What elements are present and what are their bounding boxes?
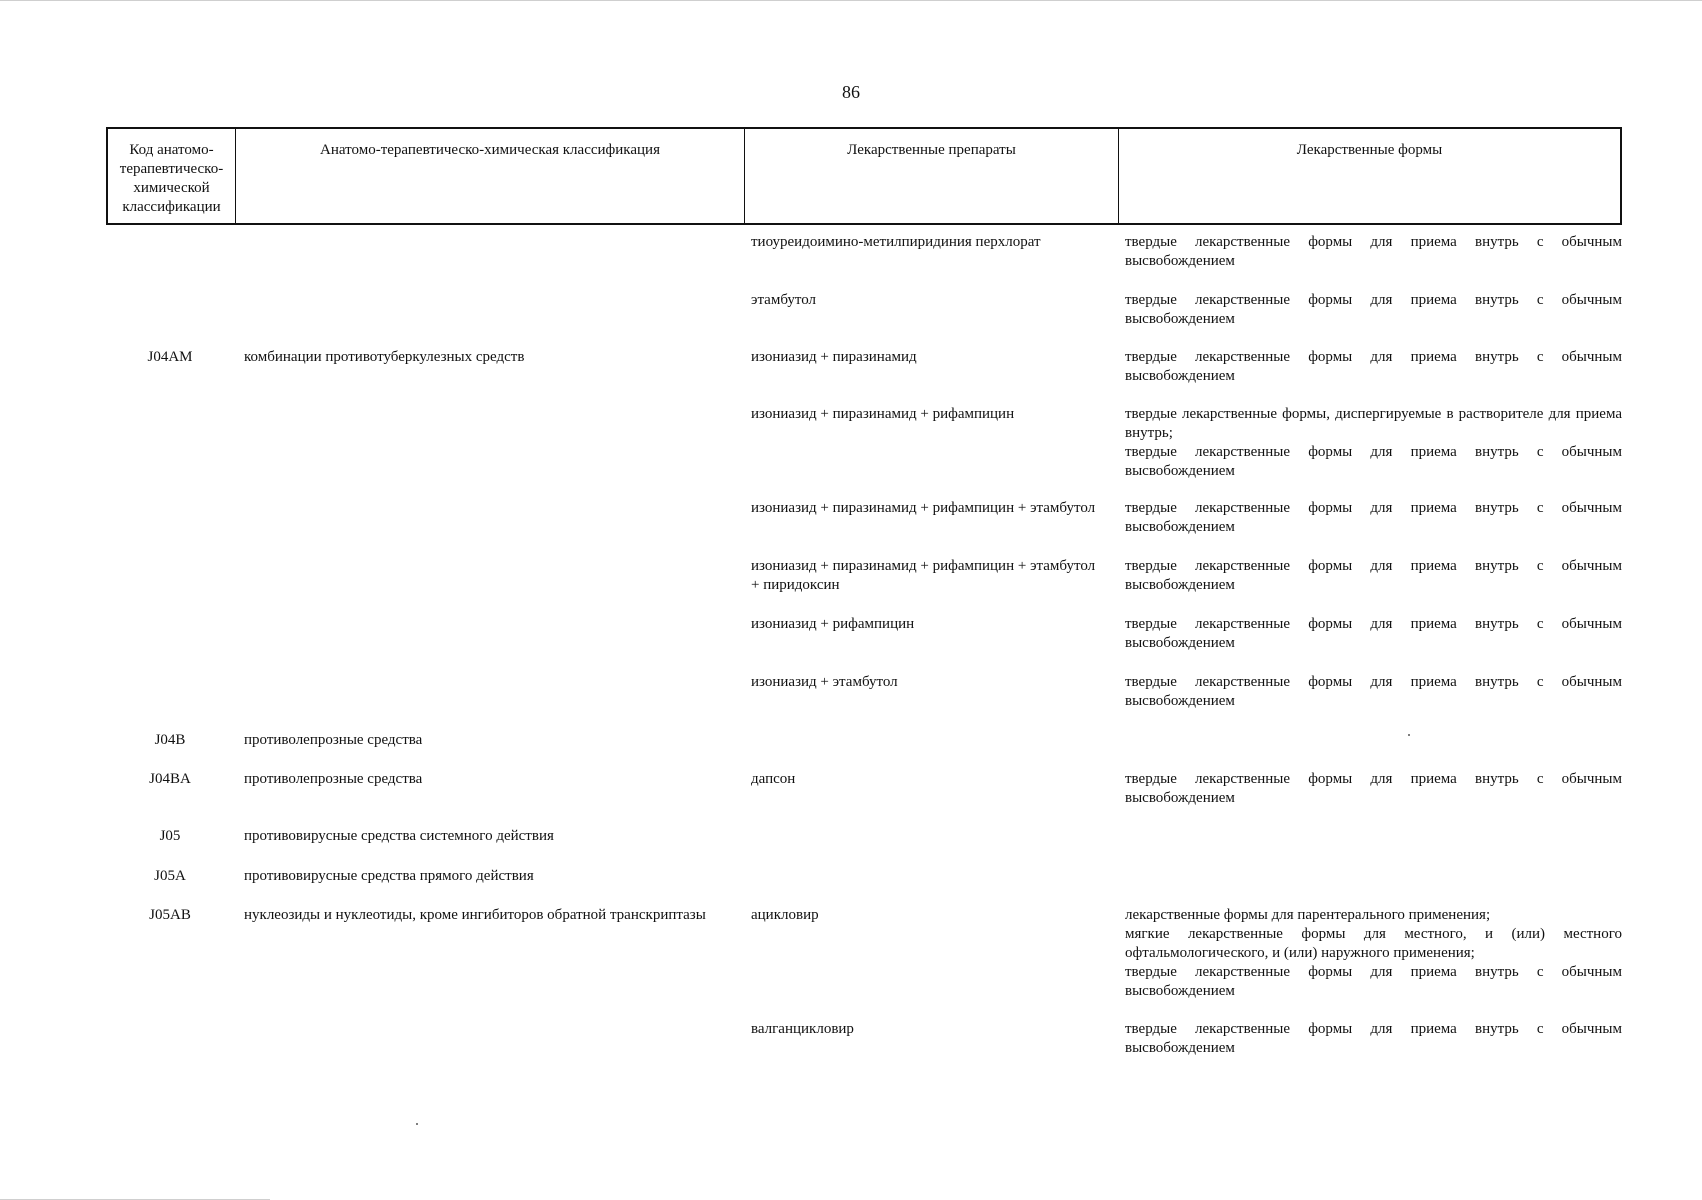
cell-code: J04BA xyxy=(149,771,191,787)
form-line: твердые лекарственные формы для приема внутрь с обычным высвобождением xyxy=(1125,349,1622,384)
cell-forms xyxy=(1117,348,1622,405)
form-line: лекарственные формы для парентерального применения; xyxy=(1125,907,1491,923)
cell-drug: тиоуреидоимино-метилпиридиния перхлорат xyxy=(751,234,1041,250)
header-code: Код анатомо-терапевтическо-химической классификации xyxy=(108,129,236,223)
cell-forms xyxy=(1117,906,1622,1020)
table-row xyxy=(106,557,1622,615)
cell-forms xyxy=(1117,770,1622,827)
cell-drug xyxy=(743,867,1117,906)
cell-classification: комбинации противотуберкулезных средств xyxy=(244,349,525,365)
cell-code: J05 xyxy=(159,828,181,844)
table-row xyxy=(106,1020,1622,1078)
cell-code xyxy=(106,615,234,673)
cell-drug: дапсон xyxy=(751,771,796,787)
cell-forms xyxy=(1117,673,1622,731)
form-line: твердые лекарственные формы для приема внутрь с обычным высвобождением xyxy=(1125,771,1622,806)
cell-classification xyxy=(234,1020,743,1078)
table-row xyxy=(106,827,1622,867)
cell-code: J05A xyxy=(154,868,186,884)
cell-classification xyxy=(234,557,743,615)
cell-classification xyxy=(234,499,743,557)
cell-classification: противолепрозные средства xyxy=(244,771,423,787)
header-drugs: Лекарственные препараты xyxy=(745,129,1119,223)
cell-code xyxy=(106,673,234,731)
form-line: твердые лекарственные формы для приема внутрь с обычным высвобождением xyxy=(1125,1021,1622,1056)
form-line: твердые лекарственные формы для приема внутрь с обычным высвобождением xyxy=(1125,292,1622,327)
cell-code xyxy=(106,1020,234,1078)
cell-code: J04AM xyxy=(147,349,193,365)
cell-code xyxy=(106,405,234,499)
table-header xyxy=(106,127,1622,225)
cell-forms xyxy=(1117,405,1622,499)
form-line: мягкие лекарственные формы для местного, и (или) местного офтальмологического, и (или) наружного применения; xyxy=(1125,926,1622,961)
table-row xyxy=(106,731,1622,770)
cell-drug: изониазид + пиразинамид + рифампицин + этамбутол + пиридоксин xyxy=(751,558,1096,593)
scan-speck xyxy=(416,1123,418,1125)
cell-forms xyxy=(1117,827,1622,867)
cell-forms xyxy=(1117,233,1622,291)
cell-classification xyxy=(234,291,743,348)
table-row xyxy=(106,615,1622,673)
form-line: твердые лекарственные формы, диспергируемые в растворителе для приема внутрь; xyxy=(1125,406,1622,441)
table-row xyxy=(106,770,1622,827)
form-line: твердые лекарственные формы для приема внутрь с обычным высвобождением xyxy=(1125,444,1622,479)
cell-drug: этамбутол xyxy=(751,292,817,308)
form-line: твердые лекарственные формы для приема внутрь с обычным высвобождением xyxy=(1125,500,1622,535)
cell-code xyxy=(106,233,234,291)
cell-drug: изониазид + пиразинамид + рифампицин + этамбутол xyxy=(751,500,1096,516)
form-line: твердые лекарственные формы для приема внутрь с обычным высвобождением xyxy=(1125,674,1622,709)
table-body xyxy=(106,233,1622,1078)
table-row xyxy=(106,233,1622,291)
cell-forms xyxy=(1117,731,1622,770)
cell-forms xyxy=(1117,615,1622,673)
cell-classification xyxy=(234,233,743,291)
cell-classification: противолепрозные средства xyxy=(244,732,423,748)
cell-code xyxy=(106,291,234,348)
page-number: 86 xyxy=(842,82,860,102)
cell-code: J05AB xyxy=(149,907,191,923)
cell-drug xyxy=(743,827,1117,867)
form-line: твердые лекарственные формы для приема внутрь с обычным высвобождением xyxy=(1125,964,1622,999)
cell-drug: изониазид + пиразинамид + рифампицин xyxy=(751,406,1015,422)
cell-drug: изониазид + пиразинамид xyxy=(751,349,917,365)
cell-drug: изониазид + этамбутол xyxy=(751,674,898,690)
cell-drug xyxy=(743,731,1117,770)
cell-forms xyxy=(1117,867,1622,906)
cell-code xyxy=(106,557,234,615)
form-line: твердые лекарственные формы для приема внутрь с обычным высвобождением xyxy=(1125,234,1622,269)
cell-code: J04B xyxy=(154,732,186,748)
form-line: твердые лекарственные формы для приема внутрь с обычным высвобождением xyxy=(1125,558,1622,593)
cell-drug: валганцикловир xyxy=(751,1021,854,1037)
cell-classification: противовирусные средства системного действия xyxy=(244,828,554,844)
scan-edge-top xyxy=(0,0,1702,1)
cell-forms xyxy=(1117,1020,1622,1078)
cell-classification: противовирусные средства прямого действия xyxy=(244,868,534,884)
table-row xyxy=(106,499,1622,557)
cell-classification xyxy=(234,615,743,673)
cell-drug: изониазид + рифампицин xyxy=(751,616,915,632)
cell-forms xyxy=(1117,557,1622,615)
table-row xyxy=(106,906,1622,1020)
cell-classification xyxy=(234,405,743,499)
cell-classification xyxy=(234,673,743,731)
cell-code xyxy=(106,499,234,557)
header-forms: Лекарственные формы xyxy=(1296,142,1443,158)
table-row xyxy=(106,348,1622,405)
header-classification: Анатомо-терапевтическо-химическая классификация xyxy=(236,129,745,223)
cell-forms xyxy=(1117,291,1622,348)
form-line: твердые лекарственные формы для приема внутрь с обычным высвобождением xyxy=(1125,616,1622,651)
table-row xyxy=(106,867,1622,906)
table-row xyxy=(106,405,1622,499)
cell-classification: нуклеозиды и нуклеотиды, кроме ингибиторов обратной транскриптазы xyxy=(244,907,706,923)
cell-forms xyxy=(1117,499,1622,557)
table-row xyxy=(106,673,1622,731)
cell-drug: ацикловир xyxy=(751,907,819,923)
table-row xyxy=(106,291,1622,348)
